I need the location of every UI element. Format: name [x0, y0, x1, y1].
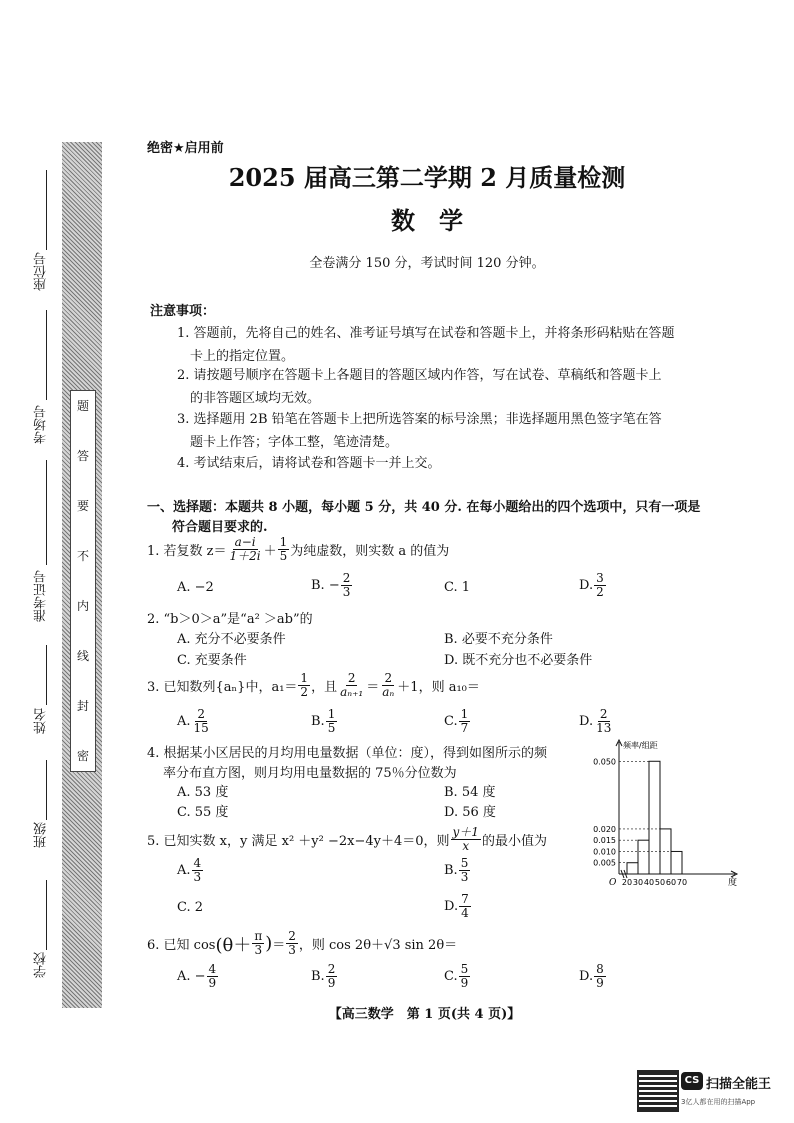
seal-char: 密: [76, 749, 89, 763]
q1-stem: 1. 若复数 z＝ $\frac{a-i}{1+2i}$ ＋ $\frac{1}{5}$ 为纯虚数，则实数 a 的值为: [147, 535, 450, 563]
y-tick-label: 0.015: [593, 836, 616, 846]
school-line[interactable]: [46, 880, 47, 950]
school-label: 学校: [34, 952, 49, 978]
histogram-bar: [660, 829, 671, 874]
note-1b: 卡上的指定位置。: [190, 349, 295, 364]
section-heading-2: 符合题目要求的.: [172, 520, 268, 535]
q2-stem: 2. “b＞0＞a”是“a² ＞ab”的: [147, 612, 313, 627]
note-4: 4. 考试结束后，请将试卷和答题卡一并上交。: [177, 456, 441, 471]
notes-heading: 注意事项：: [150, 304, 216, 319]
seal-char: 答: [76, 449, 89, 463]
q4-stem-1: 4. 根据某小区居民的月均用电量数据（单位：度），得到如图所示的频: [147, 746, 548, 761]
histogram-bar: [671, 851, 682, 874]
class-line[interactable]: [46, 760, 47, 820]
note-1a: 1. 答题前，先将自己的姓名、准考证号填写在试卷和答题卡上，并将条形码粘贴在答题: [177, 326, 675, 341]
exam-info: 全卷满分 150 分，考试时间 120 分钟。: [309, 256, 545, 271]
x-tick-label: 50: [654, 878, 666, 887]
note-2a: 2. 请按题号顺序在答题卡上各题目的答题区域内作答，写在试卷、草稿纸和答题卡上: [177, 368, 662, 383]
x-tick-label: 60: [665, 878, 677, 887]
room-line[interactable]: [46, 310, 47, 400]
histogram-chart: [585, 738, 745, 890]
q6-option-d[interactable]: D. $\frac{8}{9}$: [579, 962, 604, 990]
q5-option-a[interactable]: A. $\frac{4}{3}$: [177, 856, 202, 884]
q4-option-d[interactable]: D. 56 度: [444, 805, 496, 820]
class-label: 班级: [34, 822, 49, 848]
seal-char: 不: [76, 549, 89, 563]
scanner-brand: 扫描全能王: [706, 1077, 772, 1092]
q5-option-d[interactable]: D. $\frac{7}{4}$: [444, 892, 469, 920]
x-tick-label: 20: [621, 878, 633, 887]
q5-stem: 5. 已知实数 x，y 满足 x² ＋y² −2x−4y＋4＝0，则 $\frac{y+1}{x}$ 的最小值为: [147, 825, 547, 853]
ticket-line[interactable]: [46, 460, 47, 565]
seal-char: 题: [76, 399, 89, 413]
q3-stem: 3. 已知数列{aₙ}中，a₁＝ $\frac{1}{2}$ ，且 $\frac{2}{\text{aₙ₊₁}}$ ＝ $\frac{2}{\text{aₙ}}$ ＋1，则 a₁₀＝: [147, 671, 480, 699]
q3-option-a[interactable]: A. $\frac{2}{15}$: [177, 707, 209, 735]
x-tick-label: 40: [643, 878, 655, 887]
scanner-tagline: 3亿人都在用的扫描App: [681, 1098, 756, 1106]
q1-option-a[interactable]: A. −2: [177, 580, 214, 595]
q2-option-c[interactable]: C. 充要条件: [177, 653, 247, 668]
q5-option-b[interactable]: B. $\frac{5}{3}$: [444, 856, 469, 884]
qr-code-icon: [637, 1070, 679, 1112]
origin-label: O: [609, 878, 617, 888]
seal-char: 封: [76, 699, 89, 713]
note-2b: 的非答题区域均无效。: [190, 391, 321, 406]
histogram-bar: [627, 863, 638, 874]
y-tick-label: 0.050: [593, 757, 616, 767]
seal-box: [70, 390, 96, 772]
q6-option-b[interactable]: B. $\frac{2}{9}$: [311, 962, 336, 990]
q1-option-d[interactable]: D. $\frac{3}{2}$: [579, 571, 604, 599]
subject-title: 数 学: [391, 206, 463, 235]
y-tick-label: 0.005: [593, 858, 616, 868]
q4-option-a[interactable]: A. 53 度: [177, 785, 229, 800]
y-tick-label: 0.010: [593, 847, 616, 857]
q4-option-b[interactable]: B. 54 度: [444, 785, 496, 800]
q6-option-c[interactable]: C. $\frac{5}{9}$: [444, 962, 469, 990]
seal-char: 内: [76, 599, 89, 613]
q6-option-a[interactable]: A. − $\frac{4}{9}$: [177, 962, 217, 990]
secret-mark: 绝密★启用前: [147, 141, 224, 156]
x-axis-label: 度: [728, 878, 738, 888]
seal-char: 线: [76, 649, 89, 663]
cs-logo-icon: CS: [681, 1072, 703, 1090]
seat-label: 座位号: [34, 252, 49, 291]
section-heading-1: 一、选择题：本题共 8 小题，每小题 5 分，共 40 分. 在每小题给出的四个选项中，只有一项是: [147, 500, 701, 515]
q2-option-b[interactable]: B. 必要不充分条件: [444, 632, 553, 647]
q3-option-d[interactable]: D. $\frac{2}{13}$: [579, 707, 612, 735]
x-tick-label: 70: [676, 878, 688, 887]
note-3a: 3. 选择题用 2B 铅笔在答题卡上把所选答案的标号涂黑；非选择题用黑色签字笔在答: [177, 412, 662, 427]
q6-stem: 6. 已知 cos (θ＋ $\frac{\pi}{3}$ ) ＝ $\frac{2}{3}$ ，则 cos 2θ＋√3 sin 2θ＝: [147, 929, 458, 957]
q1-option-c[interactable]: C. 1: [444, 580, 471, 595]
q4-stem-2: 率分布直方图，则月均用电量数据的 75％分位数为: [163, 766, 457, 781]
q1-option-b[interactable]: B. − $\frac{2}{3}$: [311, 571, 351, 599]
exam-title: 2025 届高三第二学期 2 月质量检测: [228, 163, 626, 192]
histogram-bar: [649, 761, 660, 874]
ticket-label: 准考证号: [34, 570, 49, 622]
note-3b: 题卡上作答；字体工整，笔迹清楚。: [190, 435, 399, 450]
room-label: 考场号: [34, 405, 49, 444]
q2-option-a[interactable]: A. 充分不必要条件: [177, 632, 286, 647]
histogram-bar: [638, 840, 649, 874]
seal-char: 要: [76, 499, 89, 513]
page-footer: 【高三数学 第 1 页(共 4 页)】: [328, 1007, 521, 1022]
x-tick-label: 30: [632, 878, 644, 887]
q2-option-d[interactable]: D. 既不充分也不必要条件: [444, 653, 593, 668]
y-tick-label: 0.020: [593, 824, 616, 834]
q4-option-c[interactable]: C. 55 度: [177, 805, 229, 820]
q3-option-b[interactable]: B. $\frac{1}{5}$: [311, 707, 336, 735]
name-label: 姓名: [34, 708, 49, 734]
name-line[interactable]: [46, 645, 47, 705]
q3-option-c[interactable]: C. $\frac{1}{7}$: [444, 707, 469, 735]
y-axis-label: 频率/组距: [623, 741, 658, 750]
q5-option-c[interactable]: C. 2: [177, 900, 204, 915]
